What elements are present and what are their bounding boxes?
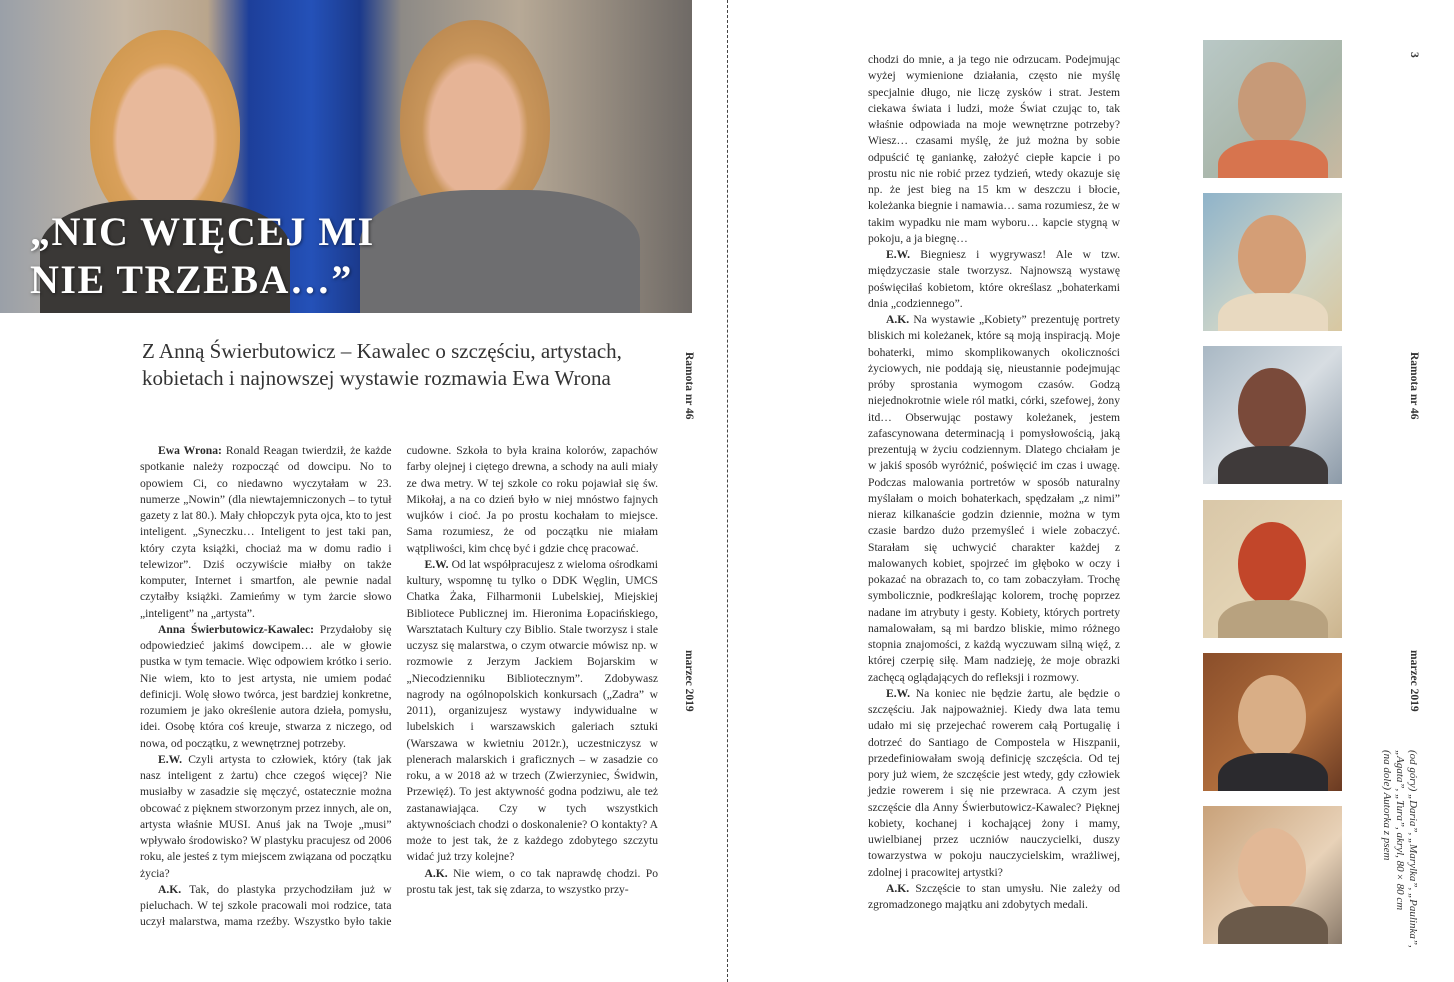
running-head-date-right: marzec 2019 [1408, 650, 1420, 712]
paragraph: E.W. Od lat współpracujesz z wieloma ośrodkami kultury, wspomnę tu tylko o DDK Węglin, UMCS Chatka Żaka, Filharmonii Lubelskiej, Miejskiej Bibliotece Publicznej im. Hieronima Łopacińskiego, Warsztatach Kultury czy Biblio. Stale tworzysz i stale uczysz się malarstwa, o czym otwarcie mówisz np. w rozmowie z Jerzym Jackiem Bojarskim w „Niecodzienniku Bibliotecznym”. Zdobywasz nagrody na ogólnopolskich konkursach („Zadra” w 2011), organizujesz wystawy indywidualne w lubelskich i warszawskich galeriach sztuki (Warszawa w kwietniu 2012r.), uczestniczysz w plenerach malarskich i graficznych – w zasadzie co roku, a w 2018 aż w trzech (Zwierzyniec, Świdwin, Przewięź). To jest aktywność godna podziwu, ale też zastanawiająca. Czy w tych wszystkich aktywnościach chodzi o doskonalenie? O kontakty? A może to jest tak, że z każdego zdobytego szczytu widać już trzy kolejne? [406, 557, 658, 864]
title-line-1: „NIC WIĘCEJ MI [30, 209, 375, 254]
painting-paulinka [1203, 346, 1342, 484]
title-line-2: NIE TRZEBA…” [30, 257, 353, 302]
painting-daria [1203, 40, 1342, 178]
painting-agata [1203, 500, 1342, 638]
caption-line-1: (od góry) „Daria”, „Marylka”, „Paulinka”, [1407, 750, 1419, 948]
painting-tura [1203, 653, 1342, 791]
paragraph: chodzi do mnie, a ja tego nie odrzucam. Podejmując wyżej wymienione działania, często nie myślę specjalnie długo, nie liczę zysków i strat. Jestem ciekawa świata i ludzi, może Świat czując to, tak właśnie odpowiada na moje wewnętrzne potrzeby? Wiesz… czasami myślę, że już można by sobie odpuścić tę ganiankę, założyć ciepłe kapcie i po prostu nic nie robić przez tydzień, wtedy okazuje się np. że jest bieg na 15 km w deszczu i błocie, koleżanka biegnie i namawia… sama rozumiesz, że w takim wypadku nie mam wyboru… kapcie stygną w pokoju, a ja biegnę… [868, 53, 1120, 245]
paragraph: A.K. Szczęście to stan umysłu. Nie zależy od zgromadzonego majątku ani zdobytych medali. [868, 881, 1120, 911]
sweater-right [360, 190, 640, 313]
paragraph: E.W. Czyli artysta to człowiek, który (tak jak nasz inteligent z żartu) chce czegoś więcej? Nie musiałby w zasadzie się męczyć, ostatecznie można obcować z pięknem stworzonym przez innych, ale on, artysta właśnie MUSI. Anuś jak na Twoje „musi” wpływało środowisko? W plastyku pracujesz od 2006 roku, ale jesteś z tym miejscem związana od początku życia? [140, 752, 392, 880]
subtitle-line-1: Z Anną Świerbutowicz – Kawalec o szczęściu, artystach, [142, 339, 622, 363]
paragraph: A.K. Nie wiem, o co tak naprawdę chodzi. Po prostu tak jest, tak się zdarza, to wszystko przy- [406, 866, 658, 896]
paragraph: A.K. Na wystawie „Kobiety” prezentuję portrety bliskich mi koleżanek, które są moją inspiracją. Moje bohaterki, mimo skomplikowanych okoliczności życiowych, nie poddają się, nieustannie podejmując próby sprostania wymogom czasów. Godzą niejednokrotnie wiele ról matki, córki, szefowej, żony itd… Obserwując postawy koleżanek, jestem zafascynowana determinacją i pomysłowością, jaką prezentują w życiu codziennym. Dlatego chciałam je w jakiś sposób wyróżnić, poświęcić im czas i uwagę. Podczas malowania portretów w sposób naturalny myślałam o moich bohaterkach, spędzałam „z nimi” nieraz kilkanaście godzin dziennie, można w tym czasie bardzo dużo przemyśleć i wiele zobaczyć. Starałam się uchwycić charakter każdej z malowanych kobiet, spojrzeć im głęboko w oczy i pokazać na obrazach to, co tam zobaczyłam. Trochę symbolicznie, podkreślając kolorem, trochę poprzez nadane im atrybuty i gesty. Kobiety, których portrety namalowałam, są mi bardzo bliskie, mimo różnego stopnia znajomości, z każdą wyczuwam silną więź, z której czerpię siłę. Mam nadzieję, że moje obrazki zachęcą oglądających do refleksji i rozmowy. [868, 313, 1120, 684]
right-page-text [868, 52, 1120, 913]
running-head-magazine-right: Ramota nr 46 [1408, 352, 1420, 420]
caption-line-2: „Agata”, „Tura”, akryl, 80×80 cm [1394, 750, 1406, 911]
image-caption [1380, 750, 1419, 950]
photo-author-with-dog [1203, 806, 1342, 944]
running-head-date-left: marzec 2019 [683, 650, 695, 712]
subtitle-line-2: kobietach i najnowszej wystawie rozmawia Ewa Wrona [142, 366, 611, 390]
page-fold-divider [727, 0, 728, 982]
left-page-text [140, 443, 658, 943]
header-photo [0, 0, 692, 313]
painting-marylka [1203, 193, 1342, 331]
paragraph: Ewa Wrona: Ronald Reagan twierdził, że każde spotkanie należy rozpocząć od dowcipu. No to opowiem Ci, co niedawno wyczytałam w 23. numerze „Nowin” (dla niewtajemniczonych – to tytuł gazety z lat 80.). Mały chłopczyk pyta ojca, kto to jest inteligent. „Syneczku… Inteligent to jest taki pan, który czyta książki, chociaż ma w domu radio i telewizor”. Dziś oczywiście miałby on także komputer, Internet i smartfon, ale pewnie nadal czytałby książki. Zamieńmy w tym żarcie słowo „inteligent” na „artysta”. [140, 444, 392, 620]
paragraph: A.K. Tak, do plastyka przychodziłam już w pieluchach. W tej szkole pracowali moi rodzice, tata uczył malarstwa, mama rzeźby. Wszystko było takie cudowne. Szkoła to była kraina kolorów, zapachów farby olejnej i ciętego drewna, a schody na auli miały ze dwa metry. W tej szkole co roku pojawiał się św. Mikołaj, a na co dzień było w niej mnóstwo fajnych wujków i cioć. Ja po prostu kochałam to miejsce. Sama rozumiesz, że od początku nie miałam wątpliwości, kim chcę być i gdzie chcę pracować. [140, 444, 658, 929]
article-subtitle [142, 338, 662, 392]
paragraph: E.W. Na koniec nie będzie żartu, ale będzie o szczęściu. Jak najpoważniej. Kiedy dwa lata temu udało mi się przejechać rowerem całą Portugalię i dotrzeć do Santiago de Compostela w Hiszpanii, przedefiniowałam swoją definicję szczęścia. Od tej pory już wiem, że szczęście jest wtedy, gdy człowiek jedzie rowerem i się nie przewraca. A czym jest szczęście dla Anny Świerbutowicz-Kawalec? Pięknej kobiety, kochanej i kochającej żony i mamy, uwielbianej przez uczniów nauczycielki, duszy towarzystwa w pokoju nauczycielskim, wrażliwej, zdolnej i pracowitej artystki? [868, 686, 1120, 879]
caption-line-3: (na dole) Autorka z psem [1381, 750, 1393, 861]
article-title [30, 208, 375, 304]
paragraph: E.W. Biegniesz i wygrywasz! Ale w tzw. międzyczasie stale tworzysz. Najnowszą wystawę poświęciłaś kobietom, które określasz „bohaterkami dnia „codziennego”. [868, 248, 1120, 310]
running-head-magazine-left: Ramota nr 46 [683, 352, 695, 420]
paragraph: Anna Świerbutowicz-Kawalec: Przydałoby się odpowiedzieć jakimś dowcipem… ale w głowie pustka w tym temacie. Więc odpowiem krótko i serio. Nie wiem, kto to jest artysta, nie umiem podać definicji. Wolę słowo twórca, jest bardziej konkretne, rozumiem je jako określenie autora dzieła, pomysłu, idei. Osobę która coś kreuje, stwarza z niczego, od nowa, od początku, z wewnętrznej potrzeby. [140, 622, 392, 750]
page-number: 3 [1408, 52, 1420, 58]
